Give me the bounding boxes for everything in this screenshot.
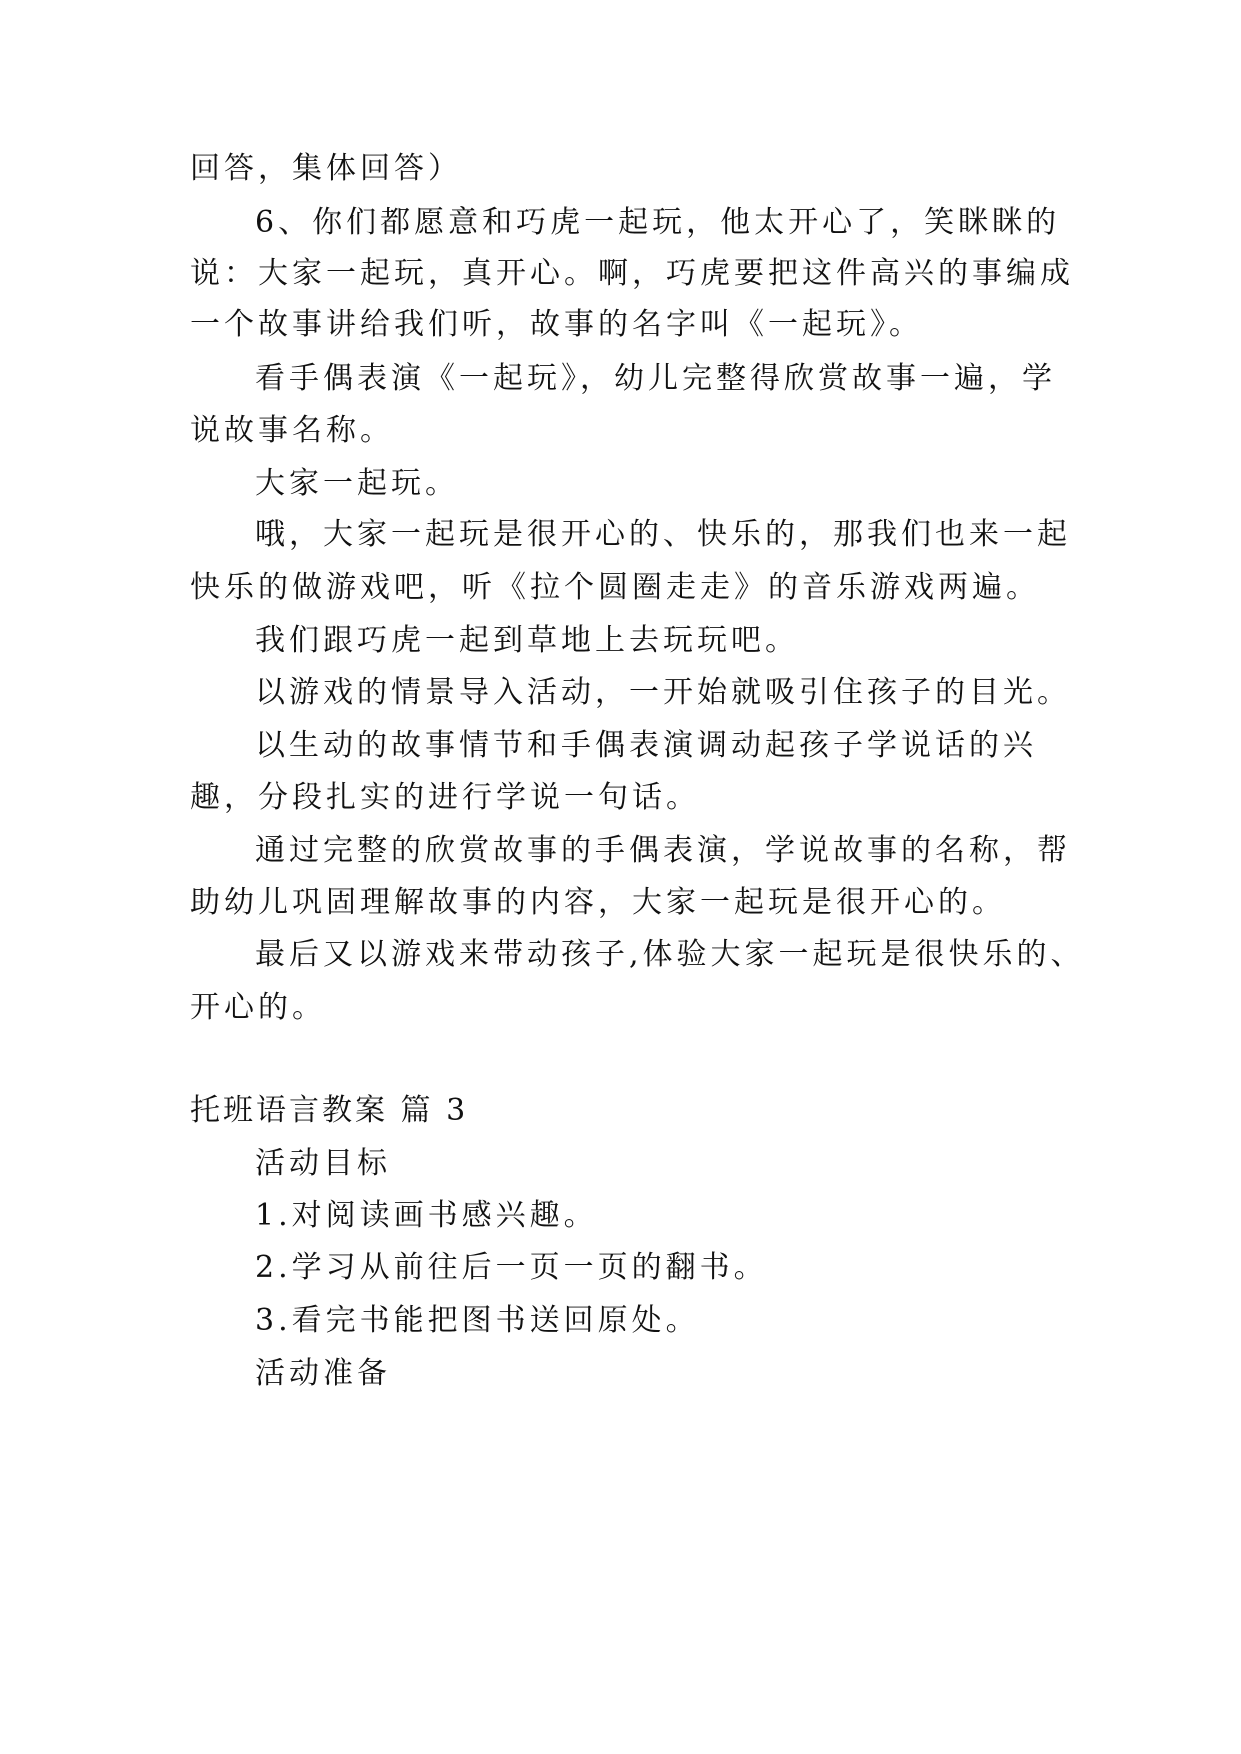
text-line: 最后又以游戏来带动孩子,体验大家一起玩是很快乐的、 [255, 937, 1085, 972]
text-line: 说：大家一起玩，真开心。啊，巧虎要把这件高兴的事编成 [190, 256, 1074, 291]
text-line: 活动准备 [255, 1356, 391, 1391]
list-item: 1.对阅读画书感兴趣。 [255, 1198, 598, 1233]
section-heading: 托班语言教案 篇 3 [190, 1093, 469, 1128]
text-line: 快乐的做游戏吧，听《拉个圆圈走走》的音乐游戏两遍。 [190, 570, 1040, 605]
list-item: 2.学习从前往后一页一页的翻书。 [255, 1250, 768, 1285]
text-line: 哦，大家一起玩是很开心的、快乐的，那我们也来一起 [255, 517, 1071, 552]
text-line: 活动目标 [255, 1146, 391, 1181]
text-line: 助幼儿巩固理解故事的内容，大家一起玩是很开心的。 [190, 885, 1006, 920]
text-line: 说故事名称。 [190, 413, 394, 448]
text-line: 大家一起玩。 [255, 466, 459, 501]
text-line: 一个故事讲给我们听，故事的名字叫《一起玩》。 [190, 307, 923, 342]
list-item: 3.看完书能把图书送回原处。 [255, 1303, 700, 1338]
text-line: 看手偶表演《一起玩》，幼儿完整得欣赏故事一遍，学 [255, 361, 1056, 396]
text-line: 以生动的故事情节和手偶表演调动起孩子学说话的兴 [255, 728, 1037, 763]
text-line: 回答，集体回答） [190, 151, 462, 186]
text-line: 我们跟巧虎一起到草地上去玩玩吧。 [255, 623, 799, 658]
text-line: 通过完整的欣赏故事的手偶表演，学说故事的名称，帮 [255, 833, 1071, 868]
text-line: 趣，分段扎实的进行学说一句话。 [190, 780, 700, 815]
text-line: 6、你们都愿意和巧虎一起玩，他太开心了，笑眯眯的 [255, 205, 1061, 240]
text-line: 开心的。 [190, 990, 326, 1025]
text-line: 以游戏的情景导入活动，一开始就吸引住孩子的目光。 [255, 675, 1071, 710]
